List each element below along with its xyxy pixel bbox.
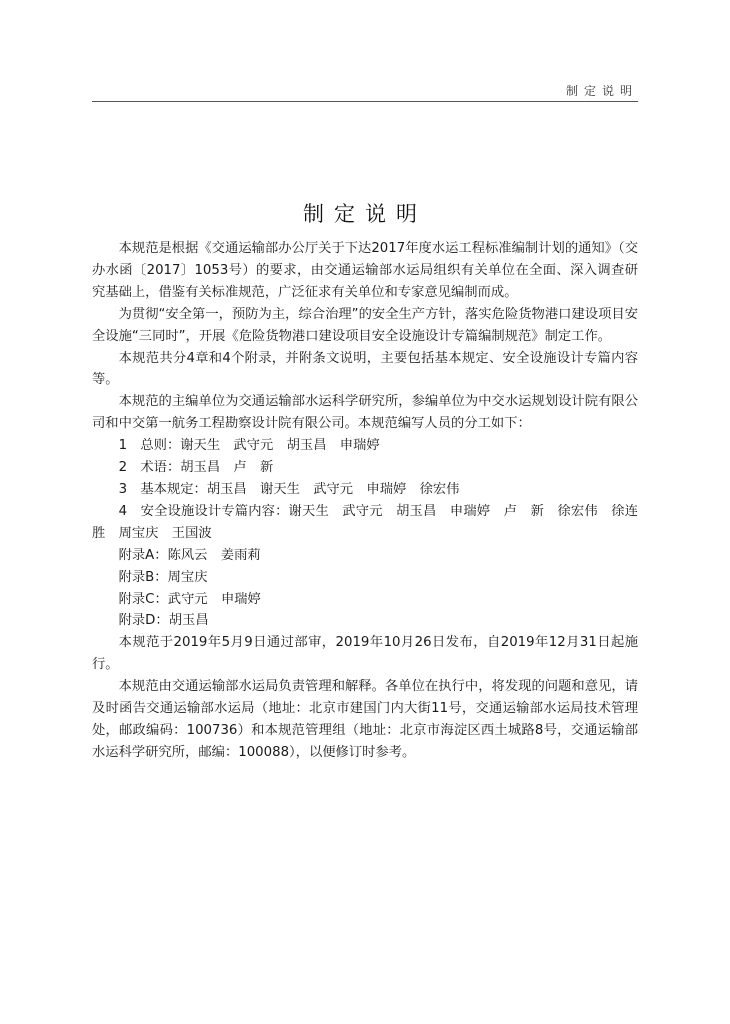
assignment-appendix-d: 附录D：胡玉昌 (118, 613, 209, 629)
assignment-ch1: 1 总则：谢天生 武守元 胡玉昌 申瑞婷 (118, 438, 380, 454)
assignment-appendix-a: 附录A：陈风云 姜雨莉 (118, 547, 261, 563)
assignment-ch3: 3 基本规定：胡玉昌 谢天生 武守元 申瑞婷 徐宏伟 (118, 481, 460, 497)
assignment-ch4: 4 安全设施设计专篇内容：谢天生 武守元 胡玉昌 申瑞婷 卢 新 徐宏伟 徐连胜 周宝庆 王国波 (92, 503, 638, 541)
document-body (92, 238, 638, 764)
paragraph-dates: 本规范于2019年5月9日通过部审，2019年10月26日发布，自2019年12月31日起施行。 (92, 635, 638, 673)
paragraph-structure: 本规范共分4章和4个附录，并附条文说明，主要包括基本规定、安全设施设计专篇内容等。 (92, 350, 638, 388)
paragraph-contact: 本规范由交通运输部水运局负责管理和解释。各单位在执行中，将发现的问题和意见，请及时函告交通运输部水运局（地址：北京市建国门内大街11号，交通运输部水运局技术管理处，邮政编码：100736）和本规范管理组（地址：北京市海淀区西土城路8号，交通运输部水运科学研究所，邮编：100088），以便修订时参考。 (92, 679, 638, 760)
paragraph-units: 本规范的主编单位为交通运输部水运科学研究所，参编单位为中交水运规划设计院有限公司和中交第一航务工程勘察设计院有限公司。本规范编写人员的分工如下： (92, 394, 638, 432)
page-title: 制定说明 (303, 202, 427, 226)
paragraph-basis: 本规范是根据《交通运输部办公厅关于下达2017年度水运工程标准编制计划的通知》（交办水函〔2017〕1053号）的要求，由交通运输部水运局组织有关单位在全面、深入调查研究基础上，借鉴有关标准规范，广泛征求有关单位和专家意见编制而成。 (92, 241, 638, 300)
paragraph-purpose: 为贯彻“安全第一，预防为主，综合治理”的安全生产方针，落实危险货物港口建设项目安全设施“三同时”，开展《危险货物港口建设项目安全设施设计专篇编制规范》制定工作。 (92, 306, 638, 344)
assignment-ch2: 2 术语：胡玉昌 卢 新 (118, 460, 274, 476)
assignment-appendix-b: 附录B：周宝庆 (118, 569, 208, 585)
assignment-appendix-c: 附录C：武守元 申瑞婷 (118, 591, 261, 607)
header-rule (92, 101, 638, 102)
running-head: 制定说明 (565, 84, 638, 98)
